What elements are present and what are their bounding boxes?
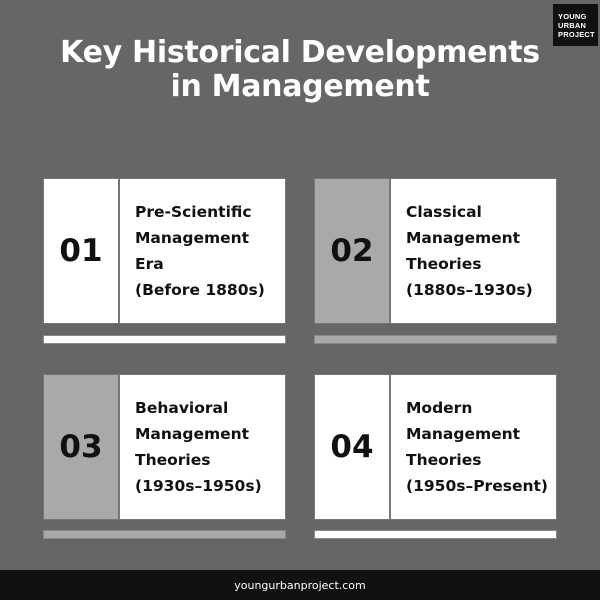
- card-label: [406, 375, 556, 519]
- title-line-1: Key Historical Developments: [60, 35, 540, 70]
- card-label: [406, 179, 556, 323]
- card-label-line: Theories: [406, 255, 482, 273]
- card-01-underline-bar: [43, 335, 286, 344]
- page-title: [0, 36, 600, 104]
- card-label-line: Theories: [135, 451, 211, 469]
- card-number: 04: [315, 375, 391, 519]
- card-label-line: Theories: [406, 451, 482, 469]
- logo-line-3: PROJECT: [558, 30, 595, 39]
- card-label-line: (1880s–1930s): [406, 281, 533, 299]
- card-label-line: Management: [406, 229, 521, 247]
- card-label-line: (1950s–Present): [406, 477, 548, 495]
- card-02: [314, 178, 557, 324]
- logo-line-2: URBAN: [558, 21, 587, 30]
- card-04: [314, 374, 557, 520]
- card-label-line: Pre-Scientific: [135, 203, 252, 221]
- card-label-line: Management: [135, 425, 250, 443]
- card-02-underline-bar: [314, 335, 557, 344]
- card-number: 03: [44, 375, 120, 519]
- card-label-line: Management: [406, 425, 521, 443]
- card-label-line: (1930s–1950s): [135, 477, 262, 495]
- card-number: 02: [315, 179, 391, 323]
- card-03: [43, 374, 286, 520]
- card-label-line: Behavioral: [135, 399, 229, 417]
- card-number: 01: [44, 179, 120, 323]
- card-label-line: Era: [135, 255, 164, 273]
- card-label-line: Management: [135, 229, 250, 247]
- logo-line-1: YOUNG: [558, 12, 587, 21]
- card-label-line: Classical: [406, 203, 482, 221]
- card-label-line: Modern: [406, 399, 473, 417]
- card-label: [135, 375, 285, 519]
- footer-url[interactable]: youngurbanproject.com: [234, 578, 366, 592]
- footer: [0, 570, 600, 600]
- card-label: [135, 179, 285, 323]
- card-01: [43, 178, 286, 324]
- card-03-underline-bar: [43, 530, 286, 539]
- card-04-underline-bar: [314, 530, 557, 539]
- title-line-2: in Management: [170, 69, 430, 104]
- card-label-line: (Before 1880s): [135, 281, 265, 299]
